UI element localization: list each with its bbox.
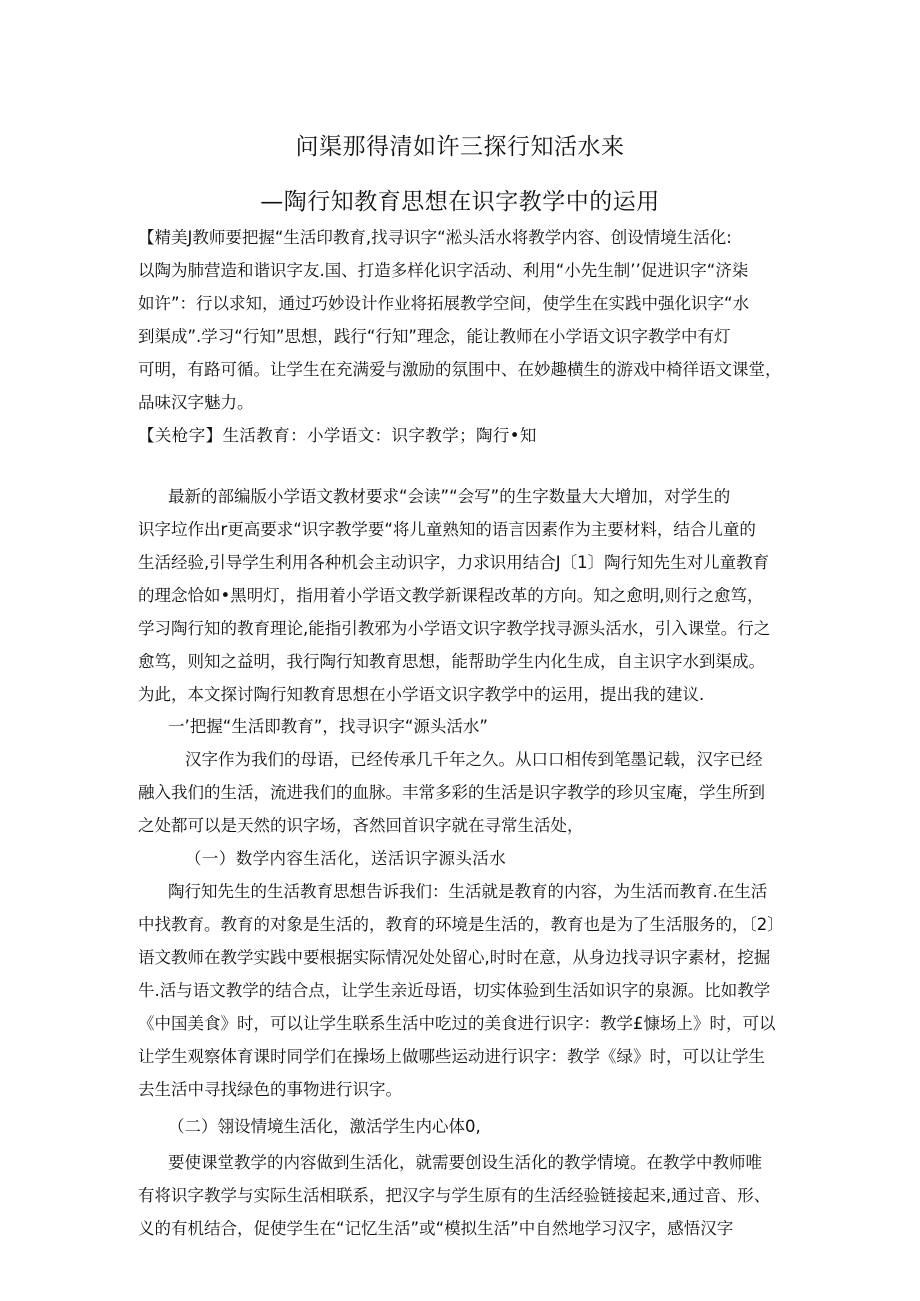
abstract-line: 如许”：行以求知，通过巧妙设计作业将拓展教学空间，使学生在实践中强化识字“水 (138, 294, 750, 313)
subsection-1-heading: （一）数学内容生活化，送活识字源头活水 (185, 849, 507, 868)
subsection-1-line: 让学生观察体育课时同学们在操场上做哪些运动进行识字：教学《绿》时，可以让学生 (138, 1047, 765, 1066)
subsection-1-line: 陶行知先生的生活教育思想告诉我们：生活就是教育的内容，为生活而教育.在生活 (168, 882, 768, 901)
subsection-1-line: 语文教师在教学实践中要根据实际情况处处留心,时时在意，从身边找寻识字素材，挖掘 (138, 948, 771, 967)
intro-line: 生活经验,引导学生利用各种机会主动识字，力求识用结合J〔1〕陶行知先生对儿童教育 (138, 553, 770, 572)
abstract-line: 以陶为肺营造和谐识字友.国、打造多样化识字活动、利用“小先生制’’促进识字“济柒 (138, 261, 749, 280)
intro-line: 最新的部编版小学语文教材要求“会读”“会写”的生字数量大大增加，对学生的 (168, 487, 731, 506)
intro-line: 为此，本文探讨陶行知教育思想在小学语文识字教学中的运用，提出我的建议. (138, 685, 705, 704)
intro-line: 愈笃，则知之益明，我行陶行知教育思想，能帮助学生内化生成，自主识字水到渠成。 (138, 652, 765, 671)
abstract-line: 可明，有路可循。让学生在充满爱与激励的氛围中、在妙趣横生的游戏中椅徉语文课堂， (138, 360, 782, 379)
intro-line: 识字垃作出r更高要求“识字教学要“将儿童熟知的语言因素作为主要材料，结合儿童的 (138, 520, 756, 539)
keywords-line: 【关枪字】生活教育：小学语文：识字教学；陶行•知 (138, 426, 537, 445)
subsection-2-line: 有将识字教学与实际生活相联系，把汉字与学生原有的生活经验链接起来,通过音、形、 (138, 1186, 771, 1205)
document-title: 问渠那得清如许三探行知活水来 (295, 134, 625, 160)
subsection-1-line: 去生活中寻找绿色的事物进行识字。 (138, 1080, 402, 1099)
subsection-1-line: 《中国美食》时，可以让学生联系生活中吃过的美食进行识字：教学£慷场上》时，可以 (138, 1014, 776, 1033)
section-1-line: 融入我们的生活，流进我们的血脉。丰常多彩的生活是识字教学的珍贝宝庵，学生所到 (138, 783, 765, 802)
section-1-heading: 一’把握“生活即教育”，找寻识字“源头活水” (168, 717, 488, 736)
section-1-line: 汉字作为我们的母语，已经传承几千年之久。从口口相传到笔墨记载，汉字已经 (185, 750, 763, 769)
subsection-2-heading: （二）翎设情境生活化，激活学生内心体0, (168, 1117, 481, 1136)
abstract-line: 品味汉字魅力。 (138, 393, 254, 412)
subsection-1-line: 中找教育。教育的对象是生活的，教育的环境是生活的，教育也是为了生活服务的，〔2〕 (138, 915, 784, 934)
subsection-2-line: 义的有机结合，促使学生在“记忆生活”或“模拟生活”中自然地学习汉字，感悟汉字 (138, 1219, 734, 1238)
document-subtitle: —陶行知教育思想在识字教学中的运用 (260, 189, 660, 215)
subsection-2-line: 要使课堂教学的内容做到生活化，就需要创设生活化的教学情境。在教学中教师唯 (168, 1153, 762, 1172)
intro-line: 的理念恰如•黑明灯，指用着小学语文教学新课程改革的方向。知之愈明,则行之愈笃， (138, 586, 764, 605)
section-1-line: 之处都可以是天然的识字场，吝然回首识字就在寻常生活处， (138, 816, 584, 835)
intro-line: 学习陶行知的教育理论,能指引教邪为小学语文识字教学找寻源头活水，引入课堂。行之 (138, 619, 771, 638)
subsection-1-line: 牛.活与语文教学的结合点，让学生亲近母语，切实体验到生活如识字的泉源。比如教学 (138, 981, 771, 1000)
abstract-line: 到渠成”.学习“行知”思想，践行“行知”理念，能让教师在小学语文识字教学中有灯 (138, 327, 731, 346)
abstract-line: 【精美J教师要把握“生活印教育,找寻识字“淞头活水将教学内容、创设情境生活化: (138, 228, 732, 247)
